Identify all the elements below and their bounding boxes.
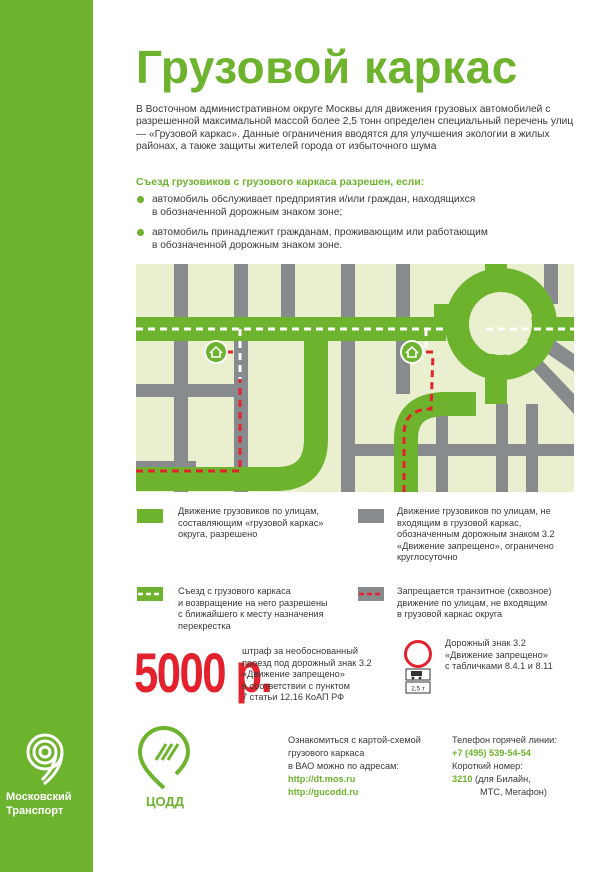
info-block: Ознакомиться с картой-схемой грузового каркаса в ВАО можно по адресам: http://dt.mos.ru http://gucodd.ru	[288, 735, 421, 797]
page-title: Грузовой каркас	[136, 41, 518, 93]
codd-name: ЦОДД	[146, 794, 184, 809]
intro-paragraph: В Восточном административном округе Москвы для движения грузовых автомобилей с разрешенной максимальной массой более 2,5 тонн определен специальный перечень улиц — «Грузовой каркас». Данные ограничения вводятся для улучшения экологии в жилых районах, а также защиты жителей города от избыточного шума	[136, 104, 574, 153]
fine-amount: 5000 р.	[134, 641, 272, 704]
legend-transit-banned: Запрещается транзитное (сквозное) движение по улицам, не входящим в грузовой каркас округа	[397, 586, 552, 620]
sign-description: Дорожный знак 3.2 «Движение запрещено» с табличками 8.4.1 и 8.11	[445, 638, 553, 672]
road-sign-icon	[403, 640, 433, 696]
legend-gray-swatch	[358, 509, 384, 523]
sidebar	[0, 0, 93, 872]
short-number[interactable]: 3210	[452, 774, 473, 784]
brand-name: Московский Транспорт	[6, 791, 72, 817]
road-scheme-map	[136, 264, 574, 492]
legend-green-swatch	[137, 509, 163, 523]
destination-house-icon	[401, 341, 423, 363]
legend-exit-route: Съезд с грузового каркаса и возвращение на него разрешены с ближайшего к месту назначения перекрестка	[178, 586, 328, 631]
legend-gray-road: Движение грузовиков по улицам, не входящим в грузовой каркас, обозначенным дорожным знаком 3.2 «Движение запрещено», ограничено круглосуточно	[397, 506, 555, 563]
legend-white-dashed-swatch	[137, 587, 163, 601]
legend-green-road: Движение грузовиков по улицам, составляющим «грузовой каркас» округа, разрешено	[178, 506, 324, 540]
hotline-block: Телефон горячей линии: +7 (495) 539-54-54 Короткий номер: 3210 (для Билайн, МТС, Мегафон)	[452, 735, 557, 797]
destination-house-icon	[205, 341, 227, 363]
sign-plate-label: 2,5 т	[411, 685, 425, 693]
gucodd-link[interactable]: http://gucodd.ru	[288, 787, 359, 797]
dt-mos-link[interactable]: http://dt.mos.ru	[288, 774, 356, 784]
legend-red-dashed-swatch	[358, 587, 384, 601]
conditions-title: Съезд грузовиков с грузового каркаса разрешен, если:	[136, 176, 425, 188]
hotline-phone[interactable]: +7 (495) 539-54-54	[452, 748, 531, 758]
condition-item: автомобиль принадлежит гражданам, проживающим или работающим в обозначенной дорожным знаком зоне.	[152, 226, 552, 252]
condition-item: автомобиль обслуживает предприятия и/или граждан, находящихся в обозначенной дорожным знаком зоне;	[152, 193, 552, 219]
bullet-icon	[137, 229, 144, 236]
fine-description: штраф за необоснованный проезд под дорожный знак 3.2 «Движение запрещено» в соответствии с пунктом 7 статьи 12.16 КоАП РФ	[242, 646, 372, 703]
moscow-transport-logo-icon	[18, 730, 74, 786]
bullet-icon	[137, 196, 144, 203]
codd-logo-icon	[136, 726, 192, 792]
